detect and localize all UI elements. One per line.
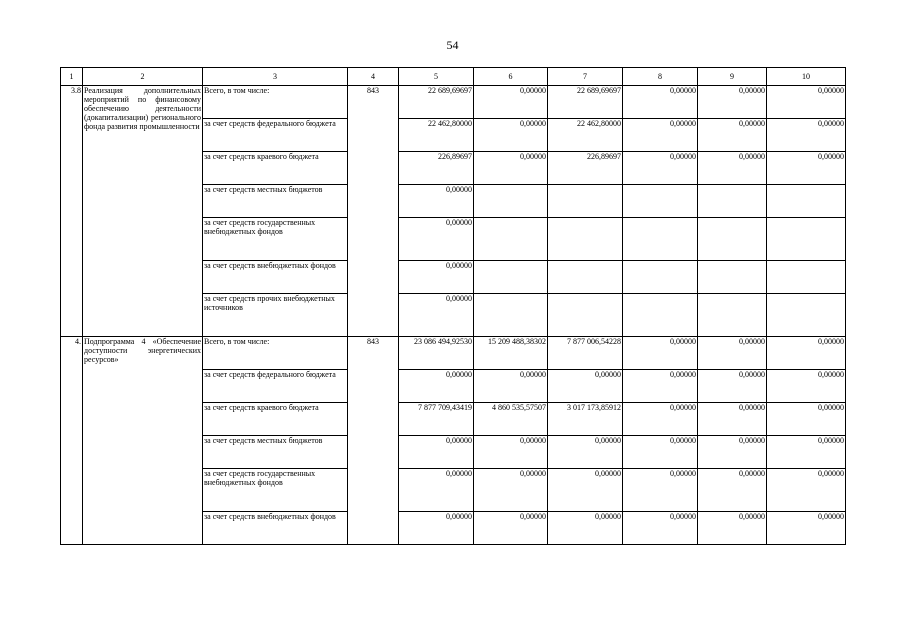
item-name: Реализация дополнительных мероприятий по финансовому обеспечению деятельности (докапитализации) регионального фонда развития промышленности	[83, 86, 203, 337]
value-cell	[767, 294, 846, 337]
value-cell	[767, 185, 846, 218]
funding-source: Всего, в том числе:	[203, 86, 348, 119]
value-cell: 0,00000	[474, 512, 548, 545]
value-cell: 22 462,80000	[548, 119, 623, 152]
value-cell: 0,00000	[399, 370, 474, 403]
value-cell: 0,00000	[474, 436, 548, 469]
funding-source: за счет средств местных бюджетов	[203, 436, 348, 469]
value-cell: 0,00000	[548, 512, 623, 545]
value-cell: 0,00000	[623, 86, 698, 119]
value-cell	[474, 185, 548, 218]
column-header: 9	[698, 68, 767, 86]
value-cell: 0,00000	[698, 119, 767, 152]
table-row	[61, 86, 846, 119]
value-cell: 0,00000	[474, 469, 548, 512]
value-cell: 0,00000	[698, 436, 767, 469]
value-cell: 0,00000	[767, 152, 846, 185]
column-header: 10	[767, 68, 846, 86]
value-cell: 0,00000	[623, 469, 698, 512]
ministry-code: 843	[348, 86, 399, 337]
ministry-code: 843	[348, 337, 399, 545]
column-header: 2	[83, 68, 203, 86]
value-cell	[548, 218, 623, 261]
table-body	[61, 86, 846, 545]
value-cell: 0,00000	[623, 403, 698, 436]
value-cell: 0,00000	[623, 370, 698, 403]
item-number: 3.8	[61, 86, 83, 337]
value-cell	[623, 294, 698, 337]
value-cell	[698, 294, 767, 337]
value-cell: 0,00000	[399, 436, 474, 469]
value-cell: 3 017 173,85912	[548, 403, 623, 436]
value-cell: 0,00000	[767, 512, 846, 545]
column-header: 7	[548, 68, 623, 86]
value-cell: 0,00000	[698, 337, 767, 370]
value-cell: 0,00000	[623, 337, 698, 370]
value-cell: 0,00000	[767, 469, 846, 512]
value-cell: 0,00000	[698, 469, 767, 512]
value-cell	[548, 261, 623, 294]
funding-source: за счет средств федерального бюджета	[203, 119, 348, 152]
value-cell: 0,00000	[698, 512, 767, 545]
value-cell: 0,00000	[623, 436, 698, 469]
value-cell	[548, 294, 623, 337]
value-cell: 0,00000	[767, 370, 846, 403]
value-cell: 0,00000	[767, 337, 846, 370]
value-cell: 0,00000	[767, 436, 846, 469]
value-cell	[623, 185, 698, 218]
value-cell: 23 086 494,92530	[399, 337, 474, 370]
value-cell: 0,00000	[474, 370, 548, 403]
value-cell: 0,00000	[623, 119, 698, 152]
value-cell: 0,00000	[623, 512, 698, 545]
value-cell	[474, 294, 548, 337]
column-number-row	[61, 68, 846, 86]
value-cell: 0,00000	[698, 403, 767, 436]
value-cell: 0,00000	[623, 152, 698, 185]
value-cell	[548, 185, 623, 218]
funding-source: за счет средств государственных внебюджетных фондов	[203, 469, 348, 512]
value-cell: 226,89697	[548, 152, 623, 185]
value-cell	[698, 261, 767, 294]
value-cell: 0,00000	[399, 185, 474, 218]
funding-source: за счет средств внебюджетных фондов	[203, 512, 348, 545]
column-header: 6	[474, 68, 548, 86]
value-cell: 22 689,69697	[548, 86, 623, 119]
item-name: Подпрограмма 4 «Обеспечение доступности энергетических ресурсов»	[83, 337, 203, 545]
page-number: 54	[446, 38, 459, 52]
value-cell	[767, 261, 846, 294]
value-cell	[698, 218, 767, 261]
value-cell: 0,00000	[548, 370, 623, 403]
item-number: 4.	[61, 337, 83, 545]
value-cell: 7 877 006,54228	[548, 337, 623, 370]
column-header: 5	[399, 68, 474, 86]
value-cell	[623, 218, 698, 261]
funding-source: Всего, в том числе:	[203, 337, 348, 370]
table-row	[61, 337, 846, 370]
funding-source: за счет средств местных бюджетов	[203, 185, 348, 218]
column-header: 3	[203, 68, 348, 86]
value-cell: 0,00000	[399, 294, 474, 337]
value-cell: 0,00000	[474, 119, 548, 152]
value-cell: 0,00000	[474, 86, 548, 119]
value-cell: 0,00000	[399, 469, 474, 512]
value-cell: 0,00000	[698, 370, 767, 403]
value-cell: 0,00000	[399, 512, 474, 545]
value-cell	[623, 261, 698, 294]
value-cell: 0,00000	[698, 152, 767, 185]
value-cell: 4 860 535,57507	[474, 403, 548, 436]
value-cell: 22 462,80000	[399, 119, 474, 152]
value-cell: 0,00000	[399, 261, 474, 294]
funding-source: за счет средств внебюджетных фондов	[203, 261, 348, 294]
funding-source: за счет средств государственных внебюджетных фондов	[203, 218, 348, 261]
value-cell: 7 877 709,43419	[399, 403, 474, 436]
value-cell: 15 209 488,38302	[474, 337, 548, 370]
funding-source: за счет средств федерального бюджета	[203, 370, 348, 403]
value-cell	[474, 218, 548, 261]
value-cell: 226,89697	[399, 152, 474, 185]
value-cell: 0,00000	[767, 403, 846, 436]
column-header: 4	[348, 68, 399, 86]
funding-source: за счет средств краевого бюджета	[203, 403, 348, 436]
value-cell	[767, 218, 846, 261]
column-header: 1	[61, 68, 83, 86]
budget-table	[60, 67, 846, 545]
value-cell	[698, 185, 767, 218]
value-cell: 0,00000	[767, 86, 846, 119]
funding-source: за счет средств прочих внебюджетных источников	[203, 294, 348, 337]
value-cell: 0,00000	[698, 86, 767, 119]
value-cell: 0,00000	[548, 469, 623, 512]
value-cell: 22 689,69697	[399, 86, 474, 119]
funding-source: за счет средств краевого бюджета	[203, 152, 348, 185]
value-cell: 0,00000	[399, 218, 474, 261]
value-cell: 0,00000	[767, 119, 846, 152]
value-cell	[474, 261, 548, 294]
value-cell: 0,00000	[474, 152, 548, 185]
column-header: 8	[623, 68, 698, 86]
value-cell: 0,00000	[548, 436, 623, 469]
